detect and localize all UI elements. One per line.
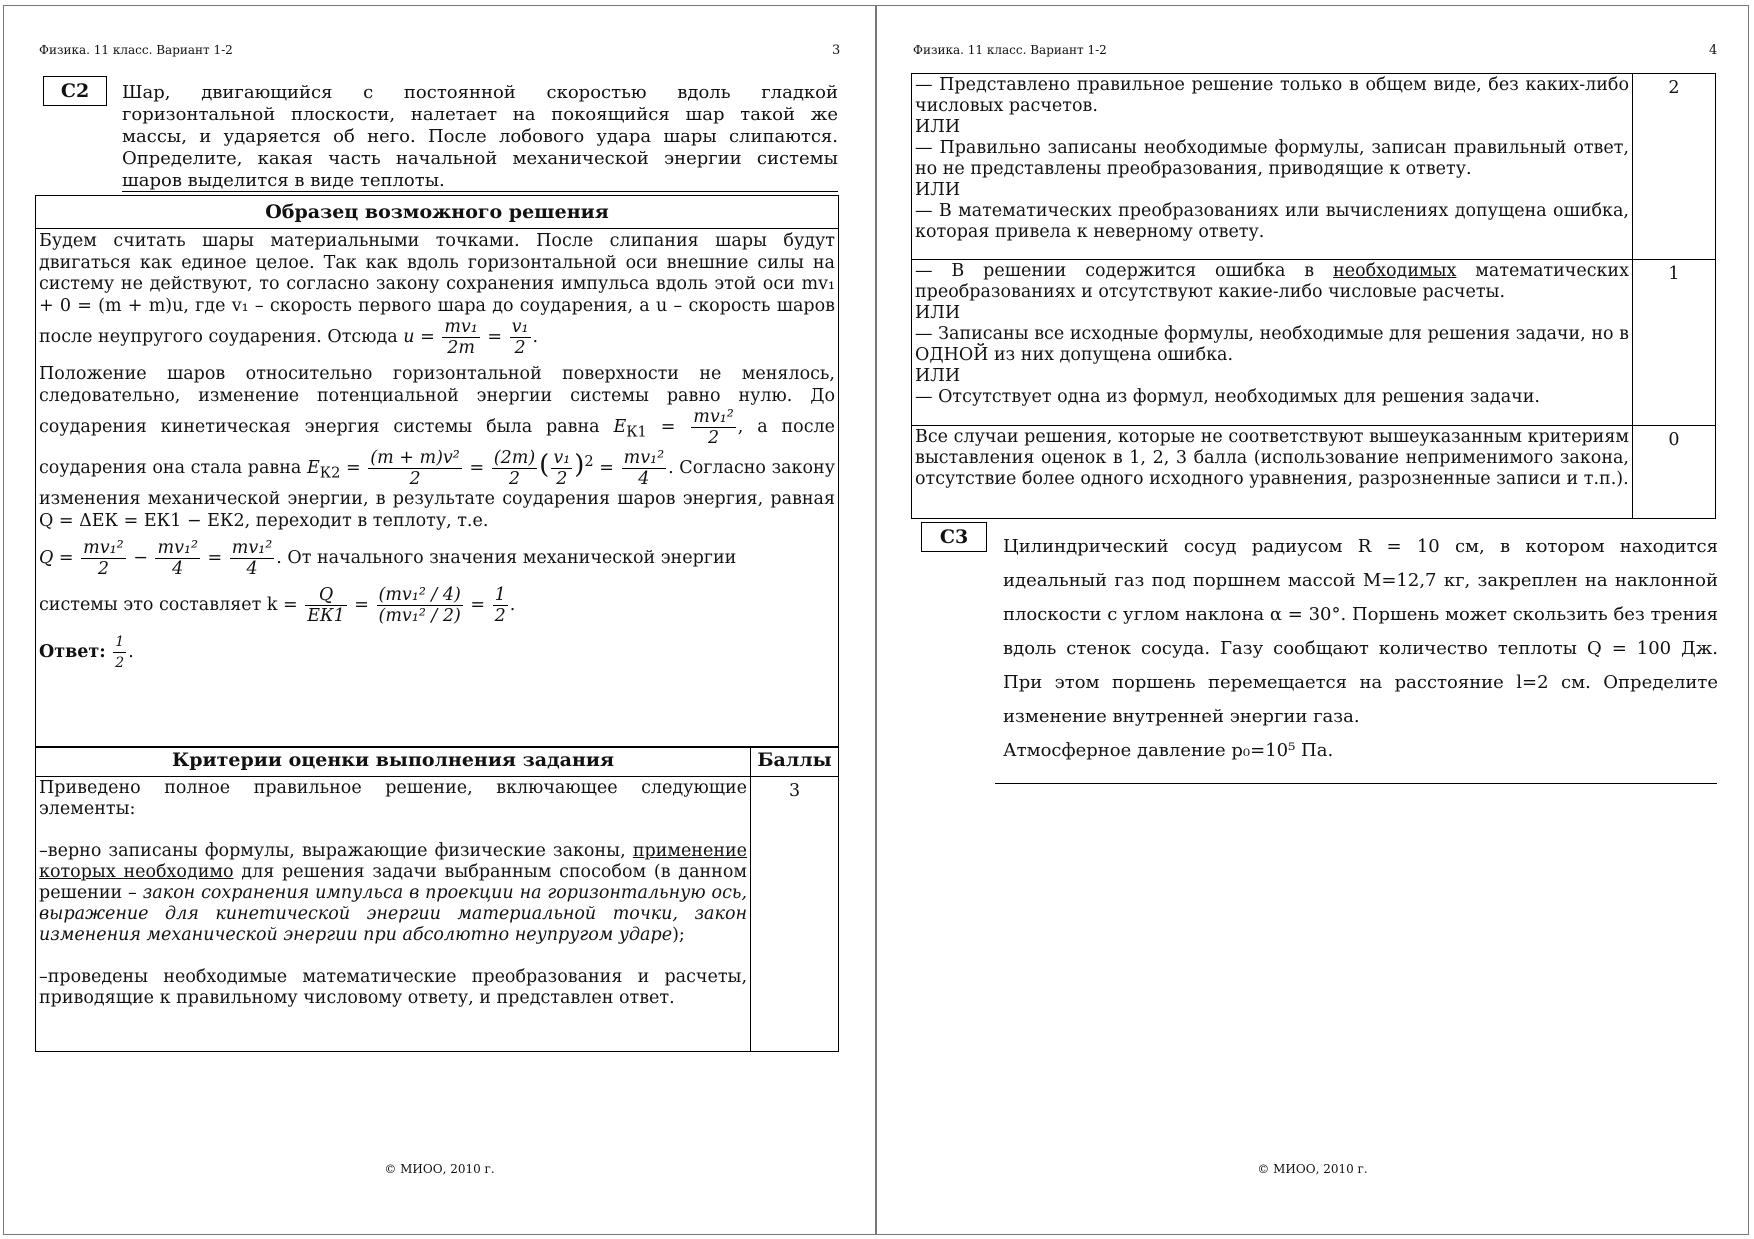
fraction: $\frac{\text{mv₁}}{2m}$ bbox=[444, 317, 478, 358]
task-label-c2: С2 bbox=[43, 76, 107, 106]
divider bbox=[122, 191, 838, 192]
page-header: Физика. 11 класс. Вариант 1-2 bbox=[39, 43, 233, 57]
page-number: 4 bbox=[1709, 43, 1718, 58]
fraction: $\frac{\text{(mv₁² / 4)}}{\text{(mv₁² / 2)}}$ bbox=[378, 585, 461, 626]
page-left bbox=[3, 5, 876, 1235]
points-header: Баллы bbox=[751, 748, 839, 777]
fraction: $\frac{\text{mv₁²}}{4}$ bbox=[623, 448, 665, 489]
criteria-header: Критерии оценки выполнения задания bbox=[36, 748, 751, 777]
criteria-table-continued bbox=[911, 73, 1716, 519]
solution-paragraph-2: Положение шаров относительно горизонтальной поверхности не менялось, следовательно, изменение потенциальной энергии системы равно нулю. До соударения кинетическая энергия системы была равна bbox=[39, 364, 835, 437]
solution-paragraph-1: Будем считать шары материальными точками. После слипания шары будут двигаться как единое целое. Так как вдоль горизонтальной оси внешние силы на систему не действуют, то согласно закону сохранения импульса вдоль этой оси mv₁ + 0 = (m + m)u, где v₁ – скорость первого шара до соударения, а u – скорость шаров после неупругого соударения. Отсюда bbox=[39, 231, 835, 347]
fraction: $\frac{\text{mv₁²}}{4}$ bbox=[231, 538, 273, 579]
fraction: $\frac{\text{mv₁²}}{2}$ bbox=[83, 538, 124, 579]
fraction: $\frac{\text{v₁}}{2}$ bbox=[511, 317, 529, 358]
score-0: 0 bbox=[1633, 426, 1716, 519]
fraction: $\frac{\text{mv₁²}}{2}$ bbox=[693, 407, 734, 448]
divider bbox=[995, 783, 1717, 784]
fraction: $\frac{1}{2}$ bbox=[494, 585, 506, 626]
criteria-row-1: — В решении содержится ошибка в необходимых математических преобразованиях и отсутствуют какие-либо числовые расчеты. ИЛИ — Записаны все исходные формулы, необходимые для решения задачи, но в ОДНОЙ из них допущена ошибка. ИЛИ — Отсутствует одна из формул, необходимых для решения задачи. bbox=[912, 260, 1633, 426]
criteria-row-3: Приведено полное правильное решение, включающее следующие элементы: –верно записаны формулы, выражающие физические законы, применение которых необходимо для решения задачи выбранным способом (в данном решении – закон сохранения импульса в проекции на горизонтальную ось, выражение для кинетической энергии материальной точки, закон изменения механической энергии при абсолютно неупругом ударе); –проведены необходимые математические преобразования и расчеты, приводящие к правильному числовому ответу, и представлен ответ. bbox=[36, 777, 751, 1052]
fraction: $\frac{\text{(m + m)v²}}{2}$ bbox=[370, 448, 460, 489]
eq-u-label: u = bbox=[403, 327, 435, 347]
page-footer: © МИОО, 2010 г. bbox=[1257, 1162, 1368, 1176]
criteria-row-2: — Представлено правильное решение только в общем виде, без каких-либо числовых расчетов. ИЛИ — Правильно записаны необходимые формулы, записан правильный ответ, но не представлены преобразования, приводящие к ответу. ИЛИ — В математических преобразованиях или вычислениях допущена ошибка, которая привела к неверному ответу. bbox=[912, 74, 1633, 260]
score-1: 1 bbox=[1633, 260, 1716, 426]
solution-title: Образец возможного решения bbox=[36, 196, 838, 229]
page-right bbox=[876, 5, 1749, 1235]
solution-text: Будем считать шары материальными точками. После слипания шары будут двигаться как единое целое. Так как вдоль горизонтальной оси внешние силы на систему не действуют, то согласно закону сохранения импульса вдоль этой оси mv₁ + 0 = (m + m)u, где v₁ – скорость первого шара до соударения, а u – скорость шаров после неупругого соударения. Отсюда u = $\frac{\text{mv₁}}{2m}$ = $\frac{\text{v₁}}{2}$ . Положение шаров относительно горизонтальной поверхности не менялось, следовательно, изменение потенциальной энергии системы равно нулю. До соударения кинетическая энергия системы была равна $E_{К1}$ = $\frac{\text{mv₁²}}{2}$ , а после соударения она стала равна $E_{К2}$ = $\frac{\text{(m + m)v²}}{2}$ = $\frac{(2m)}{2}$ ( $\frac{\text{v₁}}{2}$ )$^2$ = $\frac{\text{mv₁²}}{4}$ . Согласно закону изменения механической энергии, в результате соударения шаров энергия, равная Q = ΔEК = EК1 − EК2, переходит в теплоту, т.е. Q = $\frac{\text{mv₁²}}{2}$ − $\frac{\text{mv₁²}}{4}$ = $\frac{\text{mv₁²}}{4}$ . От начального значения механической энергии системы это составляет k = $\frac{Q}{EК1}$ = $\frac{\text{(mv₁² / 4)}}{\text{(mv₁² / 2)}}$ = $\frac{1}{2}$ . Ответ: $\frac{1}{2}$ . bbox=[39, 231, 835, 671]
score-3: 3 bbox=[751, 777, 839, 1052]
page-header: Физика. 11 класс. Вариант 1-2 bbox=[913, 43, 1107, 57]
page-number: 3 bbox=[832, 43, 841, 58]
answer-label: Ответ: bbox=[39, 642, 106, 662]
answer-fraction: $\frac{1}{2}$ bbox=[115, 634, 125, 671]
task-label-c3: С3 bbox=[921, 522, 987, 552]
solution-box bbox=[35, 195, 839, 747]
criteria-table bbox=[35, 747, 839, 1052]
fraction: $\frac{\text{v₁}}{2}$ bbox=[553, 448, 571, 489]
fraction: $\frac{(2m)}{2}$ bbox=[493, 448, 536, 489]
fraction: $\frac{Q}{EК1}$ bbox=[307, 585, 345, 626]
task-text-c3: Цилиндрический сосуд радиусом R = 10 см, в котором находится идеальный газ под поршнем массой M=12,7 кг, закреплен на наклонной плоскости с углом наклона α = 30°. Поршень может скользить без трения вдоль стенок сосуда. Газу сообщают количество теплоты Q = 100 Дж. При этом поршень перемещается на расстояние l=2 см. Определите изменение внутренней энергии газа. Атмосферное давление p₀=10⁵ Па. bbox=[1003, 536, 1718, 761]
criteria-row-0: Все случаи решения, которые не соответствуют вышеуказанным критериям выставления оценок в 1, 2, 3 балла (использование неприменимого закона, отсутствие более одного исходного уравнения, разрозненные записи и т.п.). bbox=[912, 426, 1633, 519]
fraction: $\frac{\text{mv₁²}}{4}$ bbox=[157, 538, 198, 579]
task-text-c2: Шар, двигающийся с постоянной скоростью вдоль гладкой горизонтальной плоскости, налетает на покоящийся шар такой же массы, и ударяется об него. После лобового удара шары слипаются. Определите, какая часть начальной механической энергии системы шаров выделится в виде теплоты. bbox=[122, 82, 838, 191]
score-2: 2 bbox=[1633, 74, 1716, 260]
page-footer: © МИОО, 2010 г. bbox=[384, 1162, 495, 1176]
